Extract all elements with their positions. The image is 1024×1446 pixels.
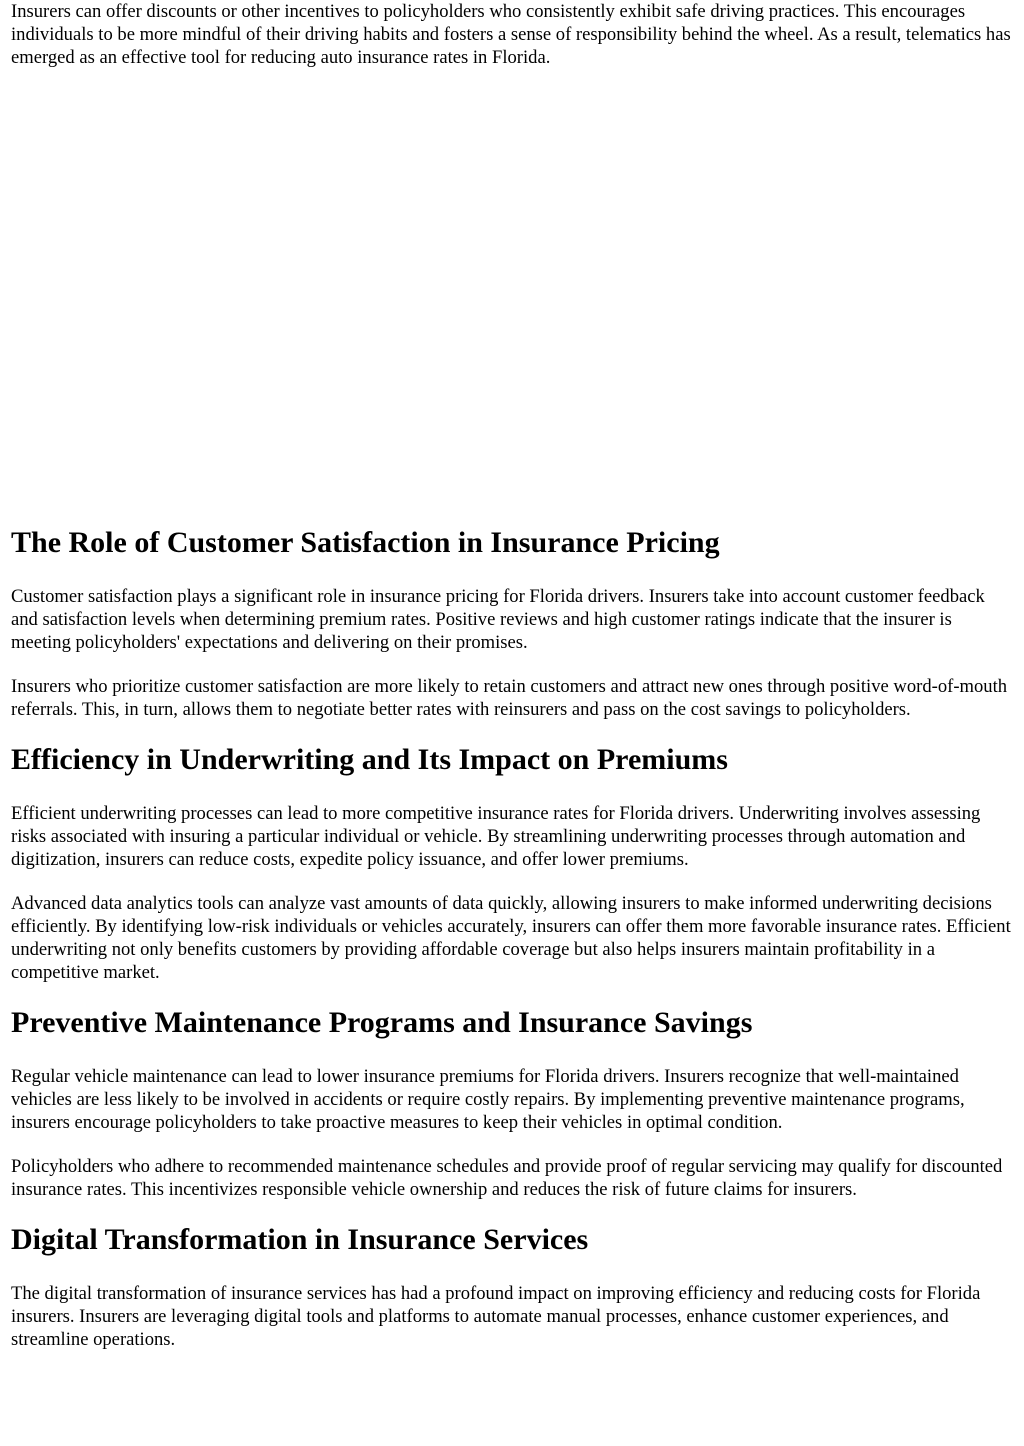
section-preventive-maintenance	[11, 1005, 1014, 1201]
section-customer-satisfaction	[11, 525, 1014, 721]
section-paragraph: Policyholders who adhere to recommended maintenance schedules and provide proof of regular servicing may qualify for discounted insurance rates. This incentivizes responsible vehicle ownership and reduces the risk of future claims for insurers.	[11, 1156, 1003, 1200]
section-heading: Preventive Maintenance Programs and Insurance Savings	[11, 1006, 753, 1039]
embedded-media-blank	[11, 90, 1014, 525]
intro-paragraph: Insurers can offer discounts or other incentives to policyholders who consistently exhibit safe driving practices. This encourages individuals to be more mindful of their driving habits and fosters a sense of responsibility behind the wheel. As a result, telematics has emerged as an effective tool for reducing auto insurance rates in Florida.	[11, 1, 1011, 68]
section-paragraph: Insurers who prioritize customer satisfaction are more likely to retain customers and attract new ones through positive word-of-mouth referrals. This, in turn, allows them to negotiate better rates with reinsurers and pass on the cost savings to policyholders.	[11, 676, 1008, 720]
section-paragraph: The digital transformation of insurance services has had a profound impact on improving efficiency and reducing costs for Florida insurers. Insurers are leveraging digital tools and platforms to automate manual processes, enhance customer experiences, and streamline operations.	[11, 1283, 981, 1350]
section-underwriting-efficiency	[11, 742, 1014, 984]
section-paragraph: Regular vehicle maintenance can lead to lower insurance premiums for Florida drivers. Insurers recognize that well-maintained vehicles are less likely to be involved in accidents or require costly repairs. By implementing preventive maintenance programs, insurers encourage policyholders to take proactive measures to keep their vehicles in optimal condition.	[11, 1066, 965, 1133]
section-paragraph: Advanced data analytics tools can analyze vast amounts of data quickly, allowing insurers to make informed underwriting decisions efficiently. By identifying low-risk individuals or vehicles accurately, insurers can offer them more favorable insurance rates. Efficient underwriting not only benefits customers by providing affordable coverage but also helps insurers maintain profitability in a competitive market.	[11, 893, 1011, 983]
section-heading: The Role of Customer Satisfaction in Insurance Pricing	[11, 526, 720, 559]
section-paragraph: Efficient underwriting processes can lead to more competitive insurance rates for Florida drivers. Underwriting involves assessing risks associated with insuring a particular individual or vehicle. By streamlining underwriting processes through automation and digitization, insurers can reduce costs, expedite policy issuance, and offer lower premiums.	[11, 803, 981, 870]
section-heading: Digital Transformation in Insurance Services	[11, 1223, 589, 1256]
section-heading: Efficiency in Underwriting and Its Impact on Premiums	[11, 743, 728, 776]
section-paragraph: Customer satisfaction plays a significant role in insurance pricing for Florida drivers. Insurers take into account customer feedback and satisfaction levels when determining premium rates. Positive reviews and high customer ratings indicate that the insurer is meeting policyholders' expectations and delivering on their promises.	[11, 586, 985, 653]
section-digital-transformation	[11, 1222, 1014, 1351]
